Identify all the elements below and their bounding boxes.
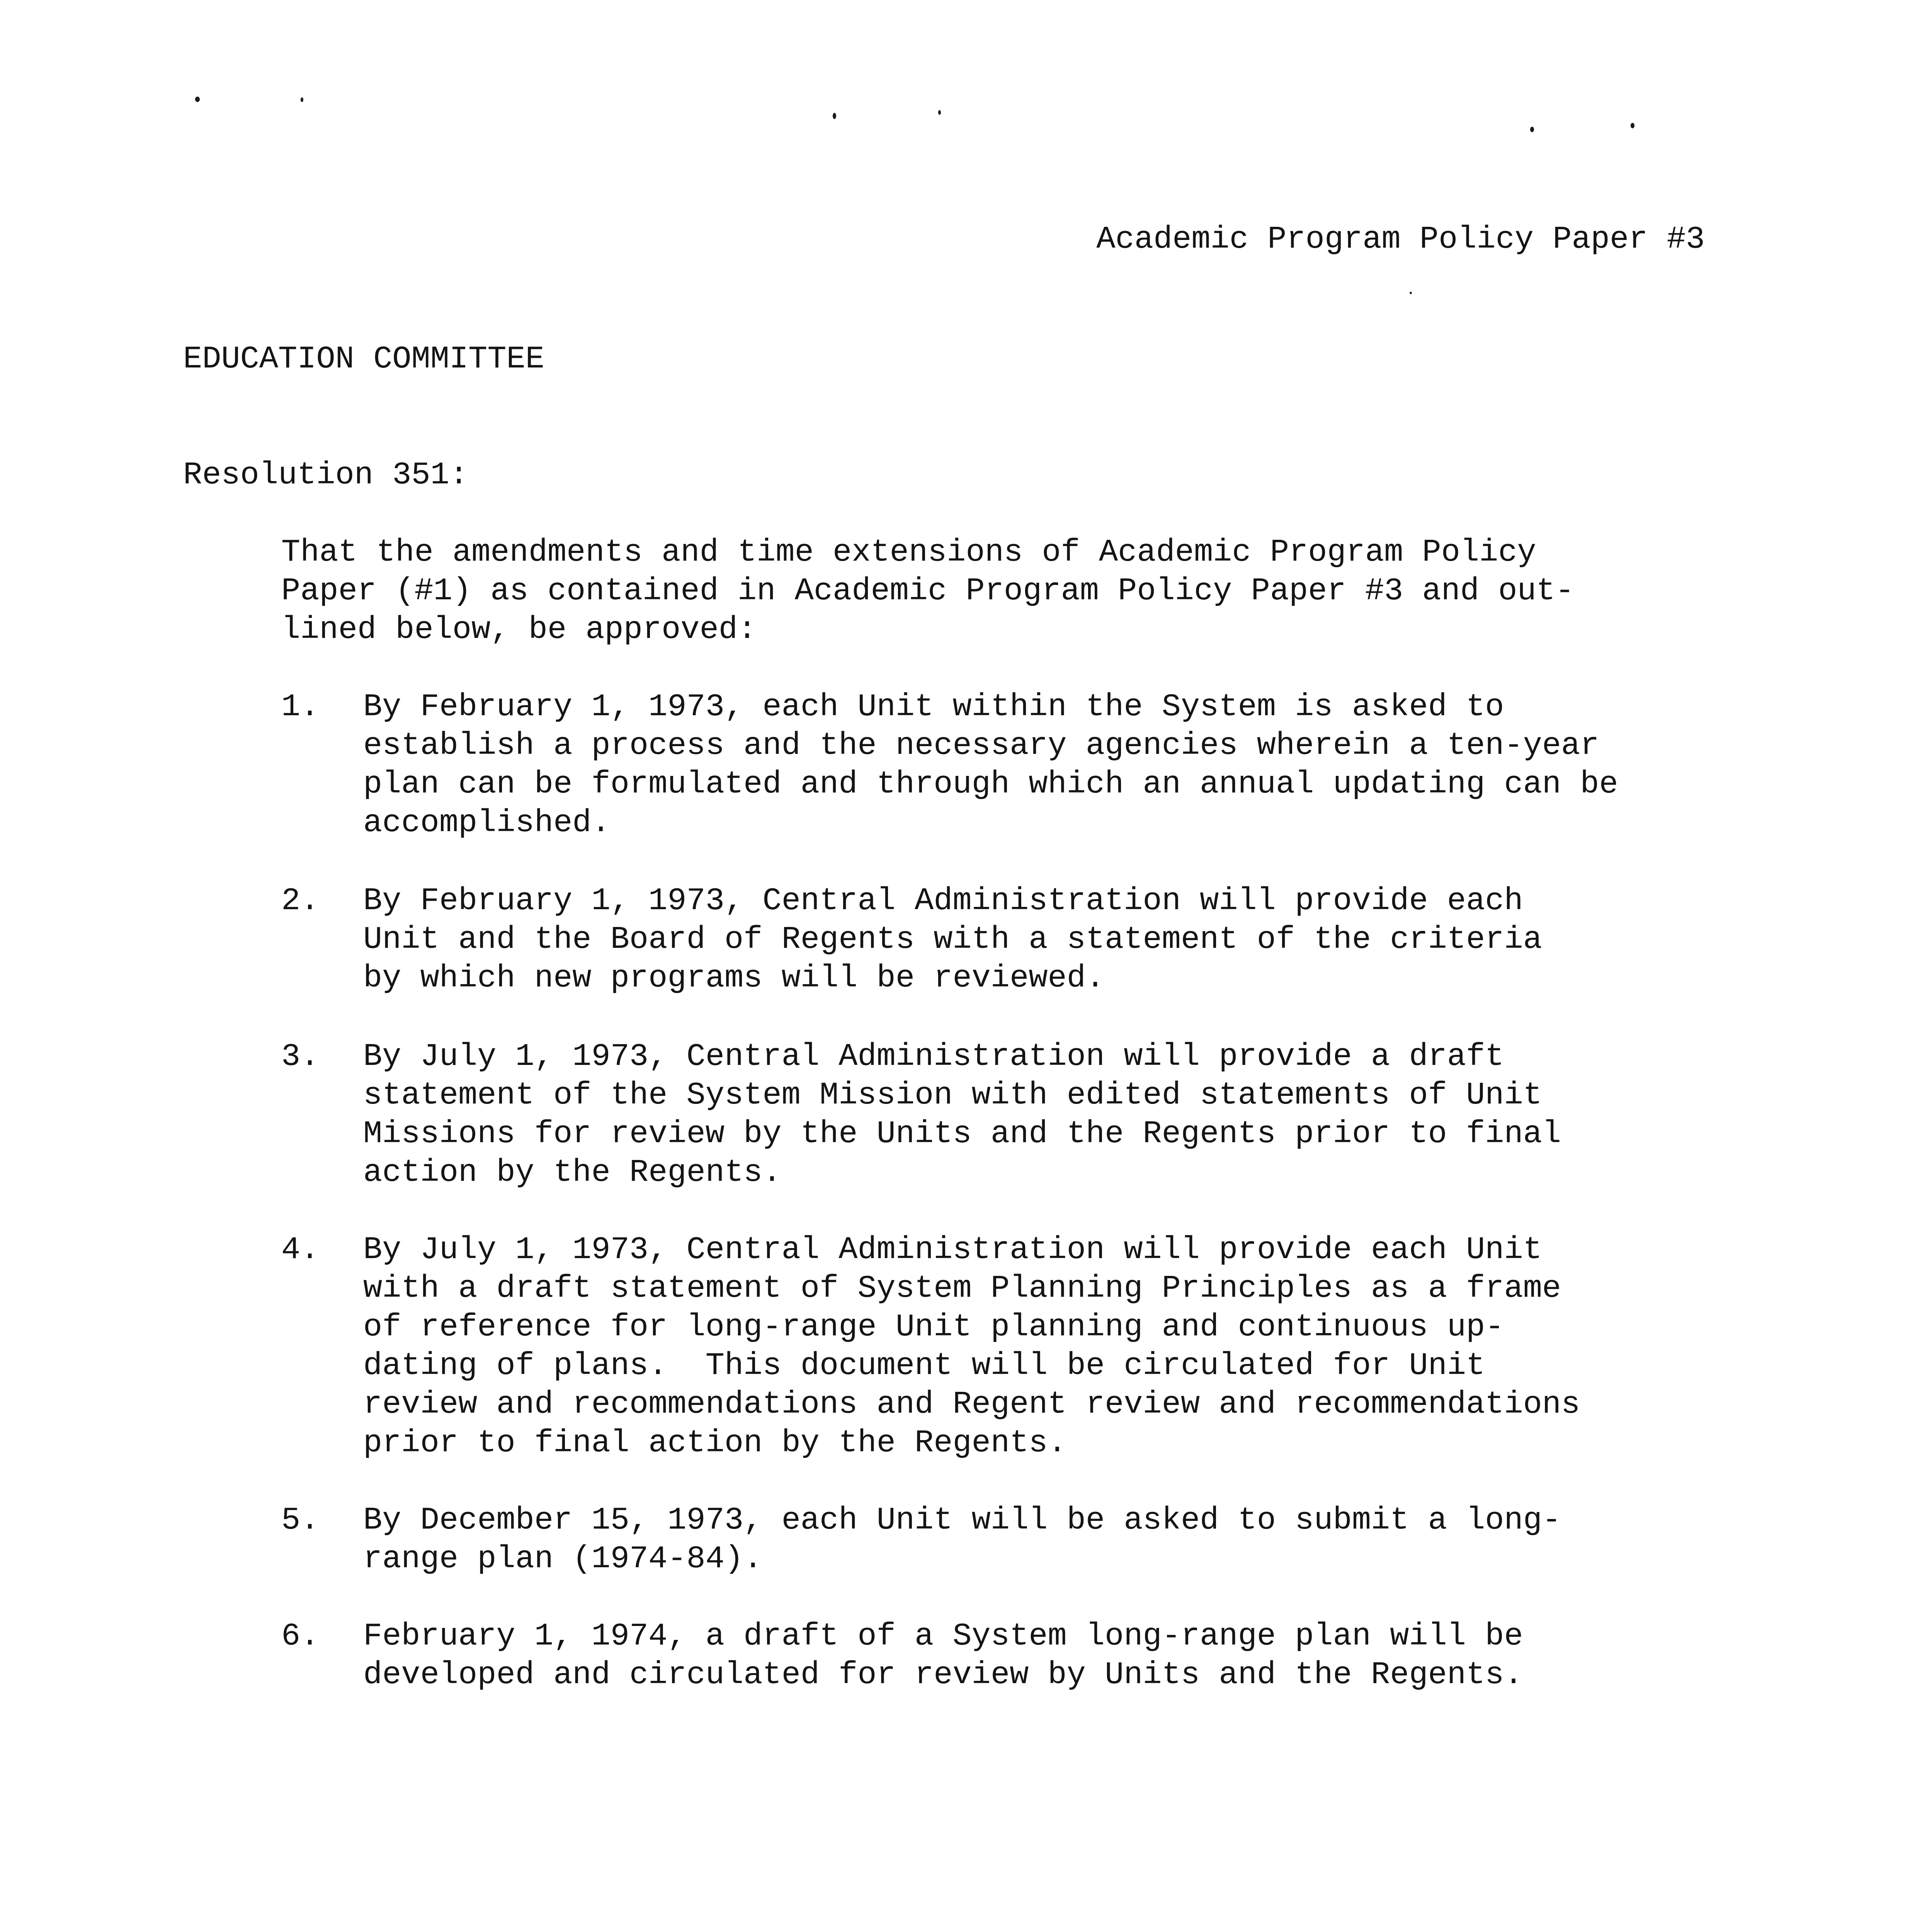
item-line: prior to final action by the Regents. (363, 1425, 1067, 1461)
item-line: Unit and the Board of Regents with a statement of the criteria (363, 922, 1542, 957)
item-number: 4. (281, 1232, 320, 1268)
resolution-intro (281, 533, 1641, 649)
item-line: by which new programs will be reviewed. (363, 960, 1105, 996)
item-number: 3. (281, 1039, 320, 1075)
item-line: plan can be formulated and through which an annual updating can be (363, 766, 1618, 802)
scan-speck (301, 97, 303, 102)
item-text (363, 1231, 1685, 1463)
item-line: dating of plans. This document will be circulated for Unit (363, 1348, 1485, 1384)
item-number: 6. (281, 1618, 320, 1654)
item-text (363, 1501, 1685, 1578)
item-line: By July 1, 1973, Central Administration will provide a draft (363, 1039, 1504, 1075)
item-line: By February 1, 1973, each Unit within the System is asked to (363, 689, 1504, 725)
intro-line: That the amendments and time extensions of Academic Program Policy (281, 534, 1536, 570)
item-line: By December 15, 1973, each Unit will be asked to submit a long- (363, 1502, 1561, 1538)
item-line: statement of the System Mission with edited statements of Unit (363, 1077, 1542, 1113)
item-text (363, 1617, 1685, 1694)
scan-speck (195, 97, 200, 102)
committee-heading: EDUCATION COMMITTEE (183, 341, 544, 377)
item-line: February 1, 1974, a draft of a System long-range plan will be (363, 1618, 1523, 1654)
scan-speck (833, 113, 836, 119)
item-line: action by the Regents. (363, 1155, 782, 1190)
item-number: 2. (281, 883, 320, 919)
item-line: range plan (1974-84). (363, 1541, 763, 1577)
intro-line: lined below, be approved: (281, 612, 757, 648)
item-line: review and recommendations and Regent review and recommendations (363, 1386, 1580, 1422)
scan-speck (1631, 123, 1634, 128)
item-line: accomplished. (363, 805, 611, 841)
item-line: developed and circulated for review by Units and the Regents. (363, 1657, 1523, 1693)
item-text (363, 688, 1685, 842)
item-line: with a draft statement of System Planning Principles as a frame (363, 1270, 1561, 1306)
item-text (363, 1037, 1685, 1192)
scan-speck (1530, 127, 1534, 132)
intro-line: Paper (#1) as contained in Academic Program Policy Paper #3 and out- (281, 573, 1575, 609)
resolution-label: Resolution 351: (183, 457, 469, 493)
scan-speck (938, 110, 941, 115)
item-number: 5. (281, 1502, 320, 1538)
item-line: of reference for long-range Unit planning and continuous up- (363, 1309, 1504, 1345)
item-line: Missions for review by the Units and the Regents prior to final (363, 1116, 1561, 1152)
item-line: By February 1, 1973, Central Administration will provide each (363, 883, 1523, 919)
item-line: establish a process and the necessary agencies wherein a ten-year (363, 728, 1599, 764)
scan-speck (1410, 292, 1412, 294)
item-text (363, 882, 1685, 998)
item-line: By July 1, 1973, Central Administration will provide each Unit (363, 1232, 1542, 1268)
item-number: 1. (281, 689, 320, 725)
document-header-title: Academic Program Policy Paper #3 (1096, 221, 1705, 257)
